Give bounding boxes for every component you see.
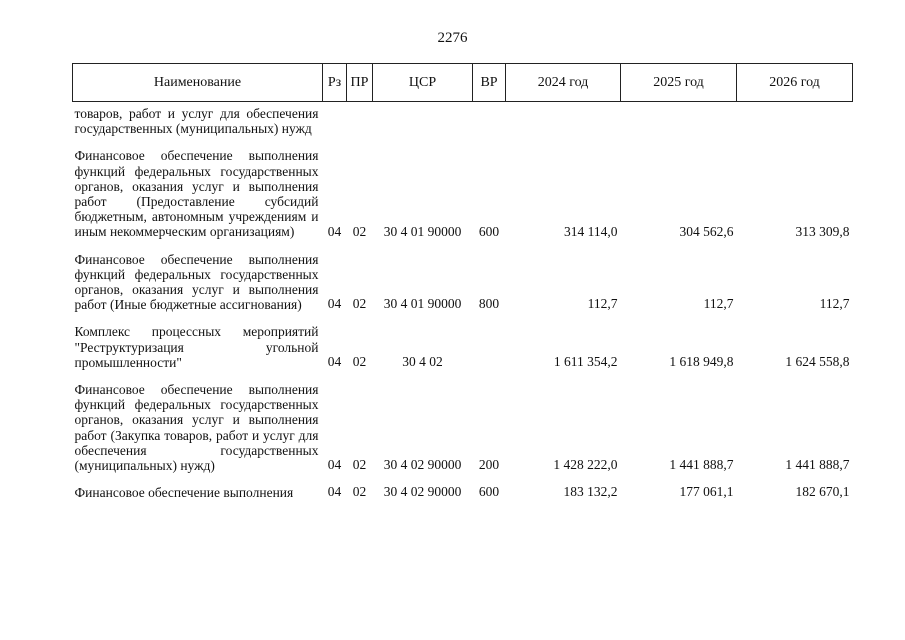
row-spacer — [73, 240, 853, 248]
budget-table — [72, 63, 853, 500]
page-number: 2276 — [437, 30, 468, 46]
row-2024: 1 428 222,0 — [553, 457, 618, 473]
row-2025: 177 061,1 — [679, 484, 734, 500]
row-vr: 600 — [478, 484, 500, 500]
row-csr: 30 4 01 90000 — [383, 296, 462, 312]
row-2026: 112,7 — [819, 296, 850, 312]
row-pr: 02 — [352, 354, 367, 370]
row-2026: 313 309,8 — [795, 223, 850, 239]
row-pr: 02 — [352, 457, 367, 473]
table-row — [73, 248, 853, 313]
row-rz: 04 — [327, 484, 342, 500]
row-2024: 1 611 354,2 — [553, 354, 618, 370]
table-row — [73, 320, 853, 370]
row-rz: 04 — [327, 296, 342, 312]
row-name: Финансовое обеспечение выполнения функций федеральных государственных органов, оказания услуг и выполнения работ (Закупка товаров, работ и услуг для обеспечения государственных (муниципальных) нужд) — [74, 382, 319, 474]
row-vr — [473, 320, 506, 370]
header-2024: 2024 год — [506, 64, 621, 102]
row-2026 — [737, 102, 853, 137]
header-pr: ПР — [347, 64, 373, 102]
row-spacer — [73, 370, 853, 378]
row-csr — [373, 102, 473, 137]
row-pr: 02 — [352, 223, 367, 239]
row-spacer — [73, 473, 853, 481]
row-2026: 1 624 558,8 — [785, 354, 850, 370]
row-pr — [347, 102, 373, 137]
row-2026: 182 670,1 — [795, 484, 850, 500]
row-csr: 30 4 02 90000 — [383, 457, 462, 473]
row-spacer — [73, 312, 853, 320]
header-2026: 2026 год — [737, 64, 853, 102]
table-row — [73, 144, 853, 239]
row-2025: 112,7 — [703, 296, 734, 312]
row-2025 — [621, 102, 737, 137]
row-2024 — [506, 102, 621, 137]
table-row — [73, 378, 853, 473]
table-header-row — [73, 64, 853, 102]
row-spacer — [73, 136, 853, 144]
row-rz: 04 — [327, 354, 342, 370]
row-name: Финансовое обеспечение выполнения функций федеральных государственных органов, оказания услуг и выполнения работ (Предоставление субсидий бюджетным, автономным учреждениям и иным некоммерческим организациям) — [74, 148, 319, 240]
row-2025: 1 441 888,7 — [669, 457, 734, 473]
row-name: Финансовое обеспечение выполнения функций федеральных государственных органов, оказания услуг и выполнения работ (Иные бюджетные ассигнования) — [74, 251, 319, 313]
row-2026: 1 441 888,7 — [785, 457, 850, 473]
header-rz: Рз — [323, 64, 347, 102]
header-csr: ЦСР — [373, 64, 473, 102]
header-name: Наименование — [73, 64, 323, 102]
row-csr: 30 4 02 90000 — [383, 484, 462, 500]
row-rz: 04 — [327, 223, 342, 239]
row-name: товаров, работ и услуг для обеспечения государственных (муниципальных) нужд — [74, 106, 319, 137]
row-name: Комплекс процессных мероприятий "Реструктуризация угольной промышленности" — [74, 324, 319, 370]
header-vr: ВР — [473, 64, 506, 102]
row-2024: 314 114,0 — [564, 223, 618, 239]
row-rz: 04 — [327, 457, 342, 473]
row-2024: 112,7 — [587, 296, 618, 312]
row-vr — [473, 102, 506, 137]
row-csr: 30 4 02 — [402, 354, 443, 370]
row-pr: 02 — [352, 484, 367, 500]
table-row — [73, 102, 853, 137]
table-row — [73, 481, 853, 500]
row-vr: 600 — [478, 223, 500, 239]
row-vr: 200 — [478, 457, 500, 473]
row-2025: 1 618 949,8 — [669, 354, 734, 370]
header-2025: 2025 год — [621, 64, 737, 102]
row-2024: 183 132,2 — [563, 484, 618, 500]
row-rz — [323, 102, 347, 137]
row-vr: 800 — [478, 296, 500, 312]
row-csr: 30 4 01 90000 — [383, 223, 462, 239]
row-pr: 02 — [352, 296, 367, 312]
row-2025: 304 562,6 — [679, 223, 734, 239]
row-name: Финансовое обеспечение выполнения — [74, 485, 294, 501]
